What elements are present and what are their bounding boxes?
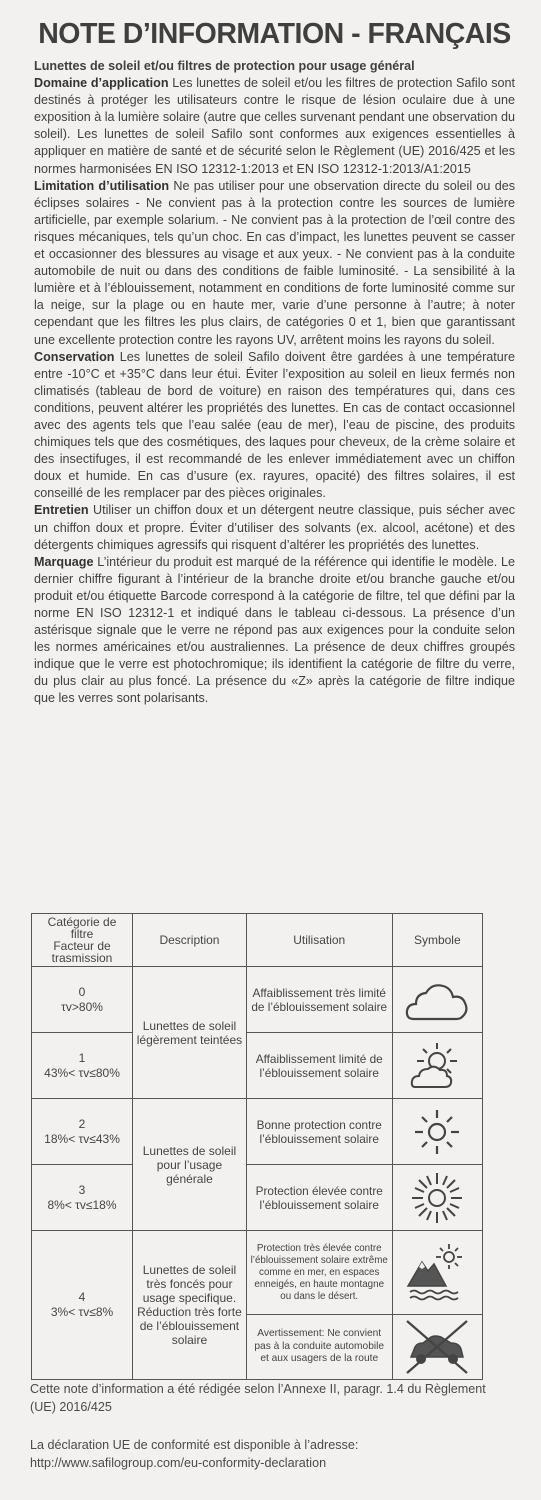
category-cell bbox=[32, 1099, 133, 1165]
header-category bbox=[32, 914, 133, 967]
section-limitation bbox=[34, 178, 515, 349]
header-symbole: Symbole bbox=[392, 914, 482, 967]
section-heading: Conservation bbox=[34, 349, 115, 364]
transmission-range: 18%< τv≤43% bbox=[44, 1131, 120, 1146]
footer-declaration: La déclaration UE de conformité est disponible à l’adresse: bbox=[30, 1438, 359, 1452]
category-number: 3 bbox=[78, 1182, 86, 1197]
section-text: Utiliser un chiffon doux et un détergent neutre classique, puis sécher avec un chiffon doux et propre. Éviter d’utiliser des solvants (ex. alcool, acétone) et des détergents chimiques agressifs qui risquent d’altérer les propriétés des lunettes. bbox=[34, 503, 515, 552]
page-title: NOTE D’INFORMATION - FRANÇAIS bbox=[38, 18, 511, 50]
section-heading: Marquage bbox=[34, 554, 94, 569]
category-cell bbox=[32, 1231, 133, 1380]
table-row bbox=[32, 1099, 483, 1165]
sun-icon bbox=[409, 1104, 465, 1160]
category-number: 2 bbox=[78, 1116, 86, 1131]
section-heading: Entretien bbox=[34, 503, 89, 518]
section-domaine bbox=[34, 75, 515, 178]
symbol-cell bbox=[392, 1315, 482, 1380]
category-number: 4 bbox=[78, 1290, 86, 1304]
sun-mountain-sea-icon bbox=[404, 1240, 470, 1306]
table-header-row bbox=[32, 914, 483, 967]
symbol-cell bbox=[392, 1099, 482, 1165]
section-text: L’intérieur du produit est marqué de la référence qui identifie le modèle. Le dernier chiffre figurant à l’intérieur de la branche droite et/ou branche gauche et/ou produit et/ou étiquette Barcode correspond à la catégorie de filtre, tel que défini par la norme EN ISO 12312-1 et indiqué dans le tableau ci-dessous. La présence d’un astérisque signale que le verre ne répond pas aux exigences pour la conduite selon les normes américaines et/ou australiennes. La présence de deux chiffres groupés indique que le verre est photochromique; ils identifient la catégorie de filtre du verre, du plus clair au plus foncé. La présence du «Z» après la catégorie de filtre indique que les verres sont polarisants. bbox=[34, 554, 515, 706]
transmission-range: 43%< τv≤80% bbox=[44, 1065, 120, 1080]
symbol-cell bbox=[392, 1231, 482, 1315]
filter-category-table bbox=[31, 913, 483, 1380]
section-text: Les lunettes de soleil Safilo doivent être gardées à une température entre -10°C et +35°C dans leur étui. Éviter l’exposition au soleil en lieux fermés non climatisés (tableau de bord de voiture) en raison des températures qui, dans ces conditions, peuvent altérer les propriétés des lunettes. En cas de contact occasionnel avec des agents tels que l’eau salée (eau de mer), l’eau de piscine, des produits chimiques tels que des cosmétiques, des laques pour cheveux, de la crème solaire et des insectifuges, il est recommandé de les enlever immédiatement avec un chiffon doux et humide. En cas d’usure (ex. rayures, opacité) des filtres solaires, il est conseillé de les remplacer par des pièces originales. bbox=[34, 349, 515, 501]
utilisation-cell: Bonne protection contre l’éblouissement solaire bbox=[246, 1099, 392, 1165]
sun-behind-cloud-icon bbox=[407, 1039, 467, 1093]
transmission-range: 8%< τv≤18% bbox=[47, 1197, 117, 1212]
table-row bbox=[32, 1033, 483, 1099]
header-utilisation: Utilisation bbox=[246, 914, 392, 967]
warning-cell: Avertissement: Ne convient pas à la conduite automobile et aux usagers de la route bbox=[246, 1315, 392, 1380]
utilisation-cell: Protection très élevée contre l’éblouissement solaire extrême comme en mer, en espaces enneigés, en haute montagne ou dans le désert. bbox=[246, 1231, 392, 1315]
notice-body bbox=[34, 58, 515, 708]
symbol-cell bbox=[392, 967, 482, 1033]
section-heading: Domaine d’application bbox=[34, 76, 169, 91]
cloud-icon bbox=[404, 975, 470, 1025]
utilisation-cell: Affaiblissement très limité de l’éblouissement solaire bbox=[246, 967, 392, 1033]
category-number: 0 bbox=[78, 984, 86, 999]
section-heading: Limitation d’utilisation bbox=[34, 178, 170, 193]
table-row bbox=[32, 967, 483, 1033]
transmission-range: 3%< τv≤8% bbox=[50, 1305, 114, 1319]
table-row bbox=[32, 1165, 483, 1231]
section-entretien bbox=[34, 502, 515, 553]
utilisation-cell: Protection élevée contre l’éblouissement solaire bbox=[246, 1165, 392, 1231]
section-conservation bbox=[34, 349, 515, 503]
header-category-line1: Catégorie de filtre bbox=[47, 915, 117, 941]
description-cell: Lunettes de soleil très foncés pour usage specifique. Réduction très forte de l’éblouissement solaire bbox=[133, 1231, 247, 1380]
utilisation-cell: Affaiblissement limité de l’éblouissement solaire bbox=[246, 1033, 392, 1099]
description-cell: Lunettes de soleil pour l’usage générale bbox=[133, 1099, 247, 1231]
category-cell bbox=[32, 1165, 133, 1231]
description-cell: Lunettes de soleil légèrement teintées bbox=[133, 967, 247, 1099]
bright-sun-icon bbox=[408, 1169, 466, 1227]
symbol-cell bbox=[392, 1165, 482, 1231]
no-driving-icon bbox=[401, 1317, 473, 1377]
category-cell bbox=[32, 1033, 133, 1099]
section-text: Ne pas utiliser pour une observation directe du soleil ou des éclipses solaires - Ne convient pas à la protection contre les sources de lumière artificielle, par exemple solarium. - Ne convient pas à la protection de l’œil contre des risques mécaniques, tels qu’un choc. En cas d’impact, les lunettes peuvent se casser et occasionner des blessures au visage et aux yeux. - Ne convient pas à la conduite automobile de nuit ou dans des conditions de faible luminosité. - La sensibilité à la lumière et à l’éblouissement, notamment en conditions de forte luminosité comme sur la neige, sur la plage ou en haute mer, varie d’une personne à l’autre; à noter cependant que les filtres les plus clairs, de catégories 0 et 1, bien que garantissant une excellente protection contre les rayons UV, arrêtent moins les rayons du soleil. bbox=[34, 178, 516, 347]
header-category-line2: Facteur de trasmission bbox=[51, 939, 113, 965]
section-marquage bbox=[34, 554, 515, 708]
symbol-cell bbox=[392, 1033, 482, 1099]
table-row bbox=[32, 1231, 483, 1315]
notice-subtitle: Lunettes de soleil et/ou filtres de protection pour usage général bbox=[34, 59, 415, 73]
category-cell bbox=[32, 967, 133, 1033]
category-number: 1 bbox=[78, 1050, 86, 1065]
header-description: Description bbox=[133, 914, 247, 967]
section-text: Les lunettes de soleil et/ou les filtres de protection Safilo sont destinés à protéger les utilisateurs contre le risque de lésion oculaire due à une exposition à la lumière solaire (autre que celles survenant pendant une observation du soleil). Les lunettes de soleil Safilo sont conformes aux exigences essentielles à appliquer en matière de santé et de sécurité selon le Règlement (UE) 2016/425 et les normes harmonisées EN ISO 12312-1:2013 et EN ISO 12312-1:2013/A1:2015 bbox=[34, 76, 515, 176]
conformity-url[interactable]: http://www.safilogroup.com/eu-conformity-declaration bbox=[30, 1456, 327, 1470]
transmission-range: τv>80% bbox=[61, 999, 103, 1014]
footer-note: Cette note d’information a été rédigée selon l’Annexe II, paragr. 1.4 du Règlement (UE) 2016/425 bbox=[30, 1382, 486, 1414]
